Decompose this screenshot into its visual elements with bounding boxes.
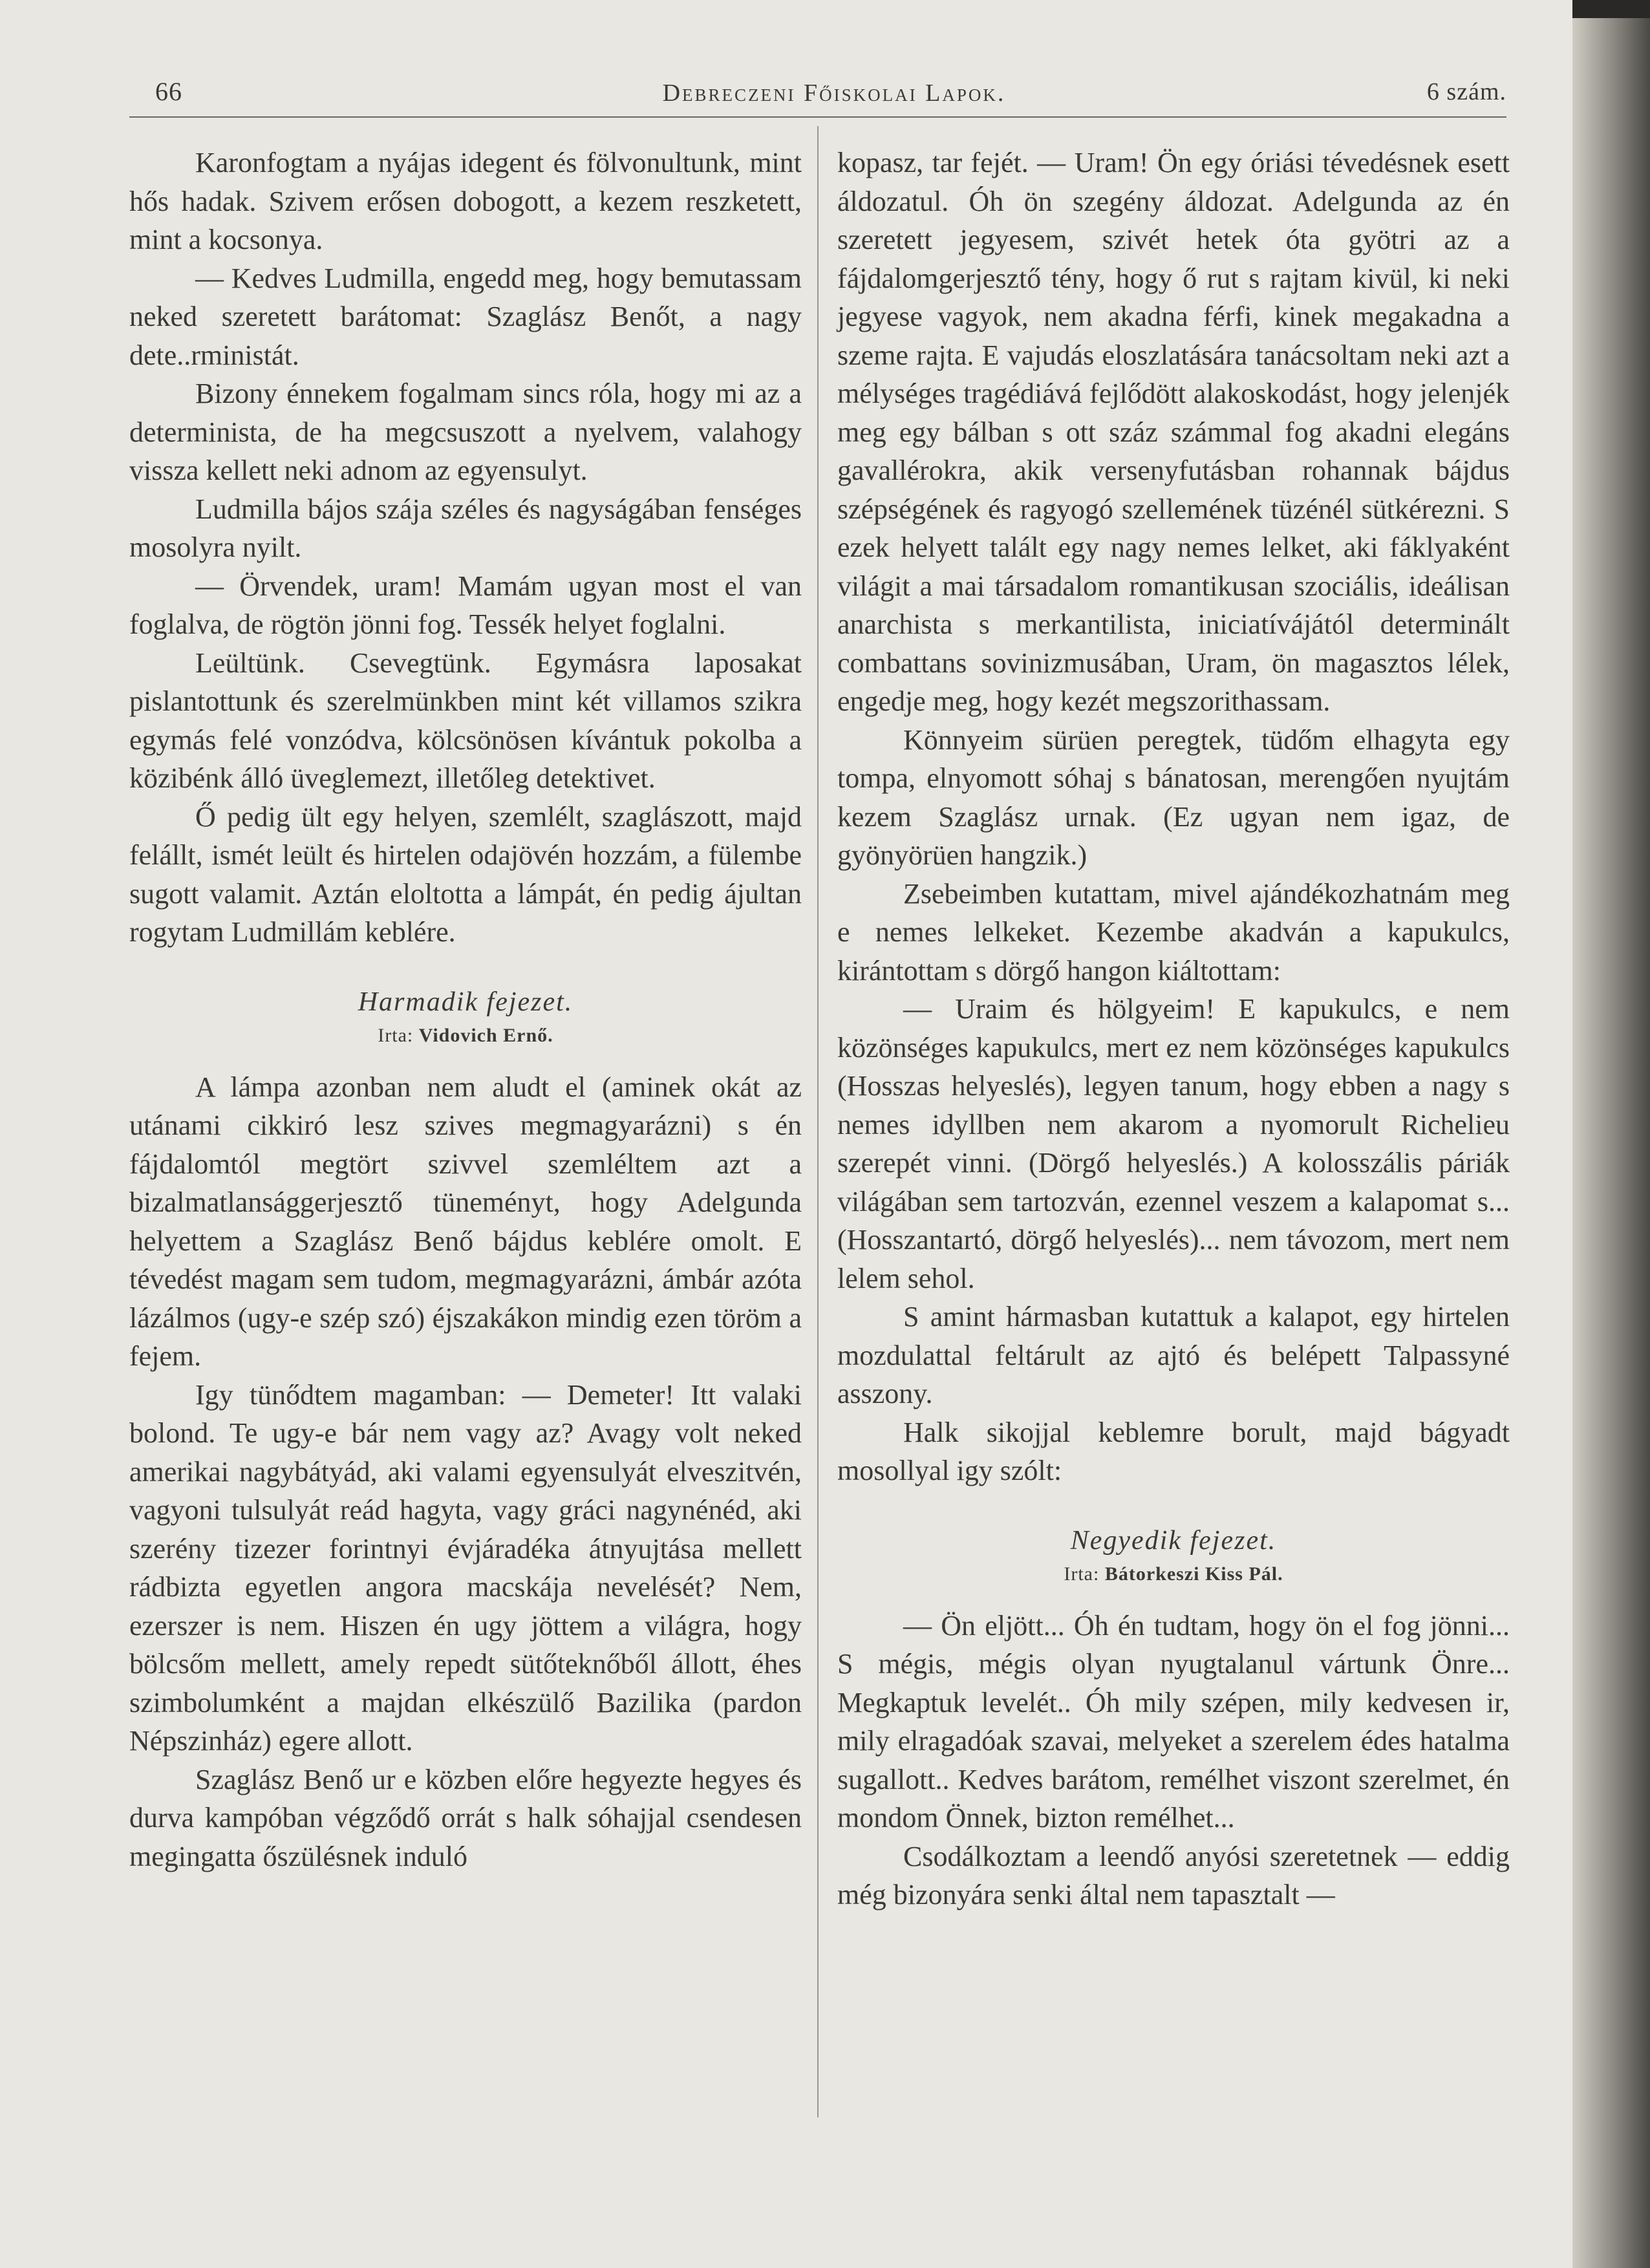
paragraph: — Ön eljött... Óh én tudtam, hogy ön el fog jönni... S mégis, mégis olyan nyugtalanul vártunk Önre... Megkaptuk levelét.. Óh mily szépen, mily kedvesen ir, mily elragadóak szavai, melyeket a szerelem édes hatalma sugallott.. Kedves barátom, remélhet viszont szerelmet, én mondom Önnek, bizton remélhet...	[837, 1609, 1510, 1834]
paragraph: Karonfogtam a nyájas idegent és fölvonultunk, mint hős hadak. Szivem erősen dobogott, a kezem reszketett, mint a kocsonya.	[129, 147, 802, 255]
paragraph: — Örvendek, uram! Mamám ugyan most el van foglalva, de rögtön jönni fog. Tessék helyet foglalni.	[129, 570, 802, 640]
paragraph: A lámpa azonban nem aludt el (aminek okát az utánami cikkiró lesz szives megmagyarázni) s én fájdalomtól megtört szivvel szemléltem azt a bizalmatlansággerjesztő tüneményt, hogy Adelgunda helyettem a Szaglász Benő bájdus keblére omolt. E tévedést magam sem tudom, megmagyarázni, ámbár azóta lázálmos (ugy-e szép szó) éjszakákon mindig ezen töröm a fejem.	[129, 1071, 802, 1372]
right-column	[837, 144, 1510, 1914]
paragraph: Ő pedig ült egy helyen, szemlélt, szaglászott, majd felállt, ismét leült és hirtelen odajövén hozzám, a fülembe sugott valamit. Aztán eloltotta a lámpát, én pedig ájultan rogytam Ludmillám keblére.	[129, 800, 802, 948]
byline-label: Irta:	[378, 1024, 414, 1046]
paragraph: Zsebeimben kutattam, mivel ajándékozhatnám meg e nemes lelkeket. Kezembe akadván a kapukulcs, kirántottam s dörgő hangon kiáltottam:	[837, 877, 1510, 987]
paragraph: — Uraim és hölgyeim! E kapukulcs, e nem közönséges kapukulcs, mert ez nem közönséges kapukulcs (Hosszas helyeslés), legyen tanum, hogy ebben a nagy s nemes idyllben nem akarom a nyomorult Richelieu szerepét vinni. (Dörgő helyeslés.) A kolosszális páriák világában sem tartozván, ezennel veszem a kalapomat s... (Hosszantartó, dörgő helyeslés)... nem távozom, mert nem lelem sehol.	[837, 993, 1510, 1294]
chapter-heading: Harmadik fejezet.	[358, 987, 573, 1017]
issue-number: 6 szám.	[1426, 78, 1506, 105]
byline-label: Irta:	[1064, 1563, 1100, 1585]
paragraph: Ludmilla bájos szája széles és nagyságában fenséges mosolyra nyilt.	[129, 493, 802, 563]
running-header	[155, 76, 1513, 128]
left-column	[129, 144, 802, 1876]
paragraph: Csodálkoztam a leendő anyósi szeretetnek — eddig még bizonyára senki által nem tapasztalt —	[837, 1840, 1510, 1910]
paragraph: Bizony énnekem fogalmam sincs róla, hogy mi az a determinista, de ha megcsuszott a nyelvem, valahogy vissza kellett neki adnom az egyensulyt.	[129, 378, 802, 486]
chapter-byline	[837, 1561, 1510, 1587]
paragraph: kopasz, tar fejét. — Uram! Ön egy óriási tévedésnek esett áldozatul. Óh ön szegény áldozat. Adelgunda az én szeretett jegyesem, szivét hetek óta gyötri az a fájdalomgerjesztő tény, hogy ő rut s rajtam kivül, ki neki jegyese vagyok, nem akadna férfi, kinek megakadna a szeme rajta. E vajudás eloszlatására tanácsoltam neki azt a mélységes tragédiává fejlődött alakoskodást, hogy jelenjék meg egy bálban s ott száz számmal fog akadni elegáns gavallérokra, akik versenyfutásban rohannak bájdus szépségének és ragyogó szellemének tüzénél sütkérezni. S ezek helyett talált egy nagy nemes lelket, aki fáklyaként világit a mai társadalom romantikusan szociális, ideálisan anarchista s merkantilista, iniciatívájától determinált combattans sovinizmusában, Uram, ön magasztos lélek, engedje meg, hogy kezét megszorithassam.	[837, 147, 1510, 717]
scan-corner-shadow	[1572, 0, 1650, 18]
byline-author: Vidovich Ernő.	[418, 1024, 553, 1046]
paragraph: Halk sikojjal keblemre borult, majd bágyadt mosollyal igy szólt:	[837, 1416, 1510, 1486]
paragraph: — Kedves Ludmilla, engedd meg, hogy bemutassam neked szeretett barátomat: Szaglász Benőt, a nagy dete..rministát.	[129, 262, 802, 371]
chapter-heading: Negyedik fejezet.	[1070, 1525, 1277, 1556]
paragraph: Leültünk. Csevegtünk. Egymásra laposakat pislantottunk és szerelmünkben mint két villamos szikra egymás felé vonzódva, kölcsönösen kívántuk pokolba a közibénk álló üveglemezt, illetőleg detektivet.	[129, 647, 802, 794]
scan-page-edge	[1572, 0, 1650, 2268]
paragraph: S amint hármasban kutattuk a kalapot, egy hirtelen mozdulattal feltárult az ajtó és belépett Talpassyné asszony.	[837, 1301, 1510, 1409]
paragraph: Könnyeim sürüen peregtek, tüdőm elhagyta egy tompa, elnyomott sóhaj s bánatosan, merengően nyujtám kezem Szaglász urnak. (Ez ugyan nem igaz, de gyönyörüen hangzik.)	[837, 723, 1510, 871]
byline-author: Bátorkeszi Kiss Pál.	[1104, 1563, 1283, 1585]
chapter-byline	[129, 1023, 802, 1049]
column-divider	[817, 126, 819, 2117]
header-rule	[129, 116, 1506, 118]
page-number: 66	[155, 77, 182, 106]
journal-title: Debreczeni Főiskolai Lapok.	[662, 80, 1006, 107]
paragraph: Szaglász Benő ur e közben előre hegyezte hegyes és durva kampóban végződő orrát s halk sóhajjal csendesen megingatta őszülésnek induló	[129, 1763, 802, 1872]
paragraph: Igy tünődtem magamban: — Demeter! Itt valaki bolond. Te ugy-e bár nem vagy az? Avagy volt neked amerikai nagybátyád, aki valami egyensulyát elveszitvén, vagyoni tulsulyát reád hagyta, vagy gráci nagynénéd, aki szerény tizezer forintnyi évjáradéka átnyujtása mellett rádbizta egyetlen angora macskája nevelését? Nem, ezerszer is nem. Hiszen én ugy jöttem a világra, hogy bölcsőm mellett, amely repedt sütőteknőből állott, éhes szimbolumként a majdan elkészülő Bazilika (pardon Népszinház) egere allott.	[129, 1378, 802, 1757]
